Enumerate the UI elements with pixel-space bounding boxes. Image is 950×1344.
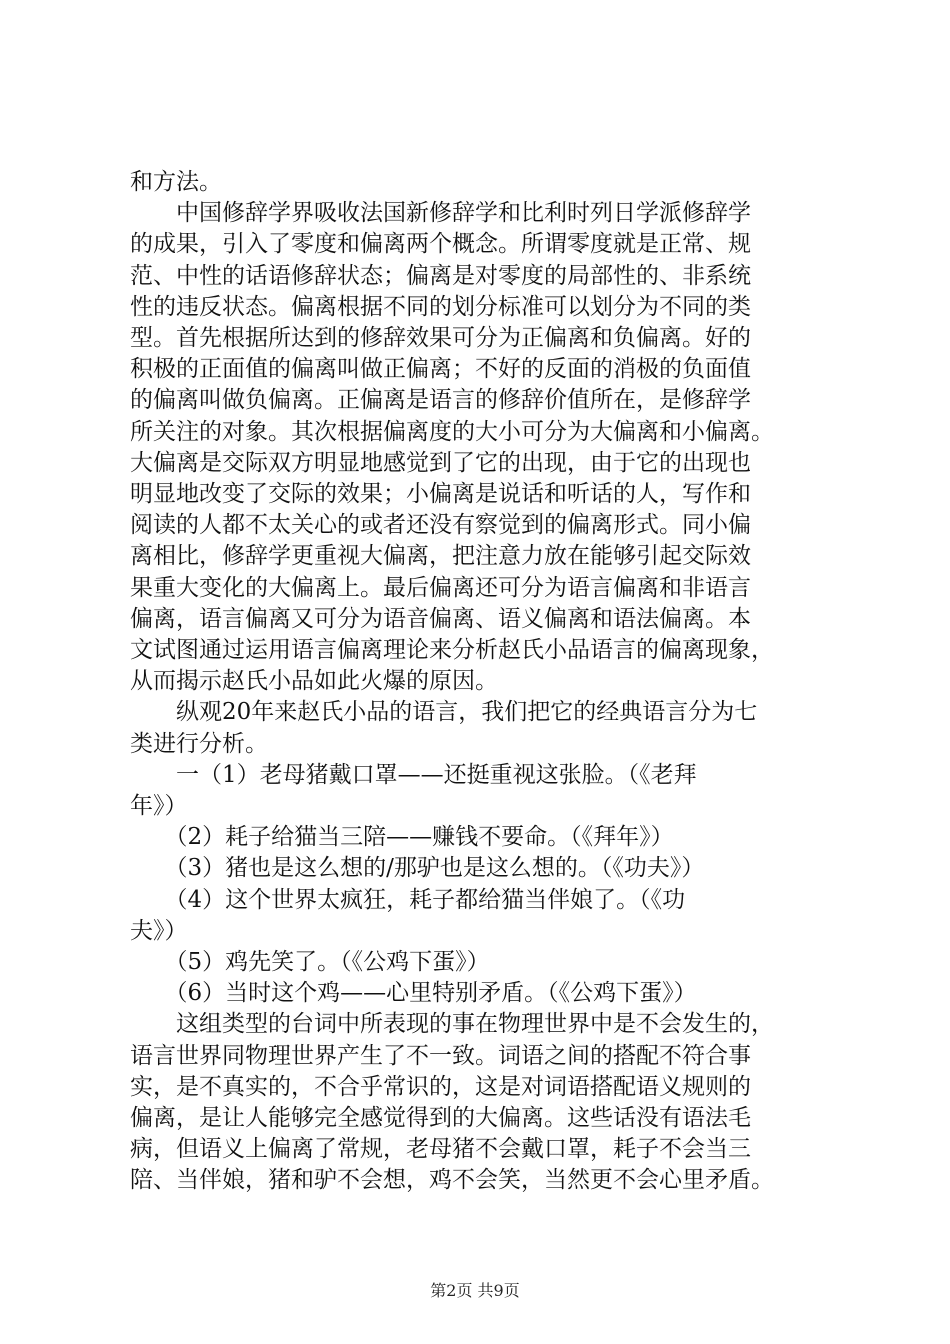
- text-line: 夫》）: [130, 917, 188, 944]
- text-line: 大偏离是交际双方明显地感觉到了它的出现，由于它的出现也: [130, 449, 751, 476]
- text-line: （4）这个世界太疯狂，耗子都给猫当伴娘了。（《功: [130, 886, 686, 913]
- text-line: （2）耗子给猫当三陪——赚钱不要命。（《拜年》）: [130, 824, 674, 851]
- text-line: 偏离，语言偏离又可分为语音偏离、语义偏离和语法偏离。本: [130, 605, 751, 632]
- text-line: （6）当时这个鸡——心里特别矛盾。（《公鸡下蛋》）: [130, 980, 697, 1007]
- text-line: 实，是不真实的，不合乎常识的，这是对词语搭配语义规则的: [130, 1073, 751, 1100]
- text-line: 文试图通过运用语言偏离理论来分析赵氏小品语言的偏离现象，: [130, 637, 774, 663]
- text-line: 的成果，引入了零度和偏离两个概念。所谓零度就是正常、规: [130, 231, 751, 258]
- text-line: 中国修辞学界吸收法国新修辞学和比利时列日学派修辞学: [130, 200, 751, 227]
- text-line: 这组类型的台词中所表现的事在物理世界中是不会发生的，: [130, 1011, 774, 1038]
- text-line: 类进行分析。: [130, 730, 268, 757]
- text-line: 语言世界同物理世界产生了不一致。词语之间的搭配不符合事: [130, 1042, 751, 1069]
- text-line: 所关注的对象。其次根据偏离度的大小可分为大偏离和小偏离。: [130, 418, 774, 445]
- text-line: 从而揭示赵氏小品如此火爆的原因。: [130, 668, 498, 695]
- text-line: 病，但语义上偏离了常规，老母猪不会戴口罩，耗子不会当三: [130, 1136, 751, 1163]
- text-line: 偏离，是让人能够完全感觉得到的大偏离。这些话没有语法毛: [130, 1105, 751, 1131]
- text-line: 性的违反状态。偏离根据不同的划分标准可以划分为不同的类: [130, 293, 751, 320]
- text-line: 阅读的人都不太关心的或者还没有察觉到的偏离形式。同小偏: [130, 512, 751, 539]
- text-line: 离相比，修辞学更重视大偏离，把注意力放在能够引起交际效: [130, 543, 751, 570]
- text-line: 年》）: [130, 793, 188, 819]
- text-line: （3）猪也是这么想的/那驴也是这么想的。（《功夫》）: [130, 855, 705, 882]
- text-line: 明显地改变了交际的效果；小偏离是说话和听话的人，写作和: [130, 481, 751, 507]
- text-line: 果重大变化的大偏离上。最后偏离还可分为语言偏离和非语言: [130, 574, 751, 601]
- text-line: 积极的正面值的偏离叫做正偏离；不好的反面的消极的负面值: [130, 356, 751, 383]
- text-line: 的偏离叫做负偏离。正偏离是语言的修辞价值所在，是修辞学: [130, 387, 751, 414]
- text-line: 和方法。: [130, 169, 222, 195]
- text-line: （5）鸡先笑了。（《公鸡下蛋》）: [130, 949, 490, 975]
- text-line: 范、中性的话语修辞状态；偏离是对零度的局部性的、非系统: [130, 262, 751, 289]
- text-line: 一（1）老母猪戴口罩——还挺重视这张脸。（《老拜: [130, 761, 697, 788]
- text-line: 纵观20年来赵氏小品的语言，我们把它的经典语言分为七: [130, 699, 758, 726]
- page-footer: 第2页 共9页: [430, 1281, 520, 1300]
- text-line: 陪、当伴娘，猪和驴不会想，鸡不会笑，当然更不会心里矛盾。: [130, 1167, 774, 1194]
- text-line: 型。首先根据所达到的修辞效果可分为正偏离和负偏离。好的: [130, 325, 751, 351]
